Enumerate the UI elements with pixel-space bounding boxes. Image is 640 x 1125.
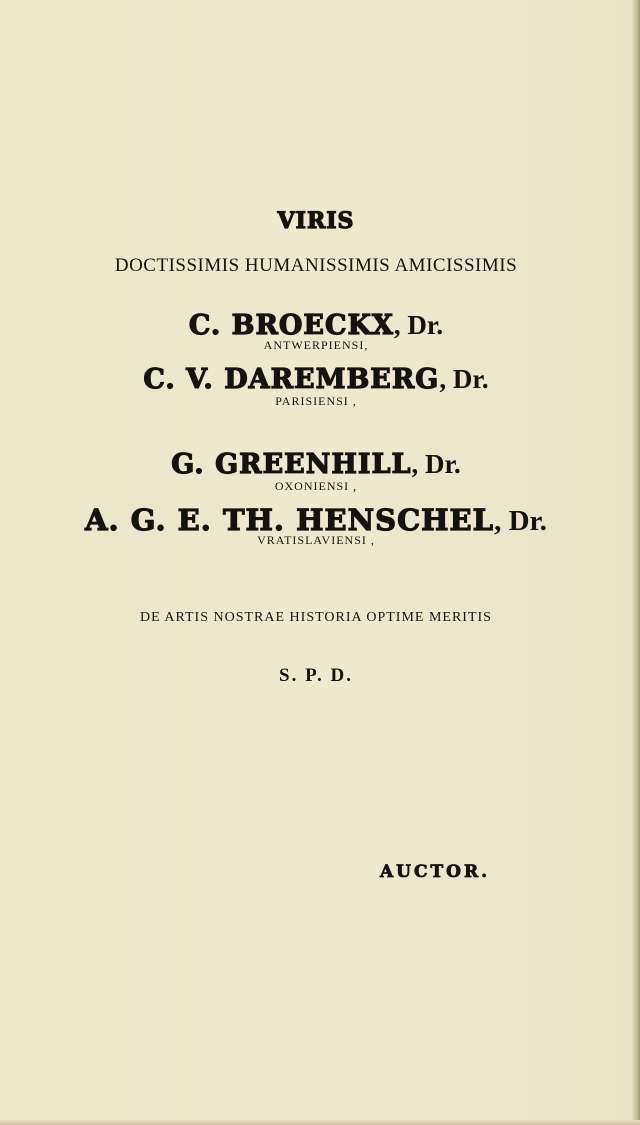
recipient-city: OXONIENSI ,	[274, 479, 358, 493]
signature: AUCTOR.	[379, 862, 490, 882]
recipient-name-line	[0, 449, 632, 480]
salutation: S. P. D.	[279, 665, 353, 686]
dedication-line: DOCTISSIMIS HUMANISSIMIS AMICISSIMIS	[114, 255, 518, 276]
tribute-line: DE ARTIS NOSTRAE HISTORIA OPTIME MERITIS	[140, 610, 492, 625]
recipient-name: G. GREENHILL	[171, 449, 412, 480]
recipient-name-line	[0, 310, 632, 341]
recipient-title: , Dr.	[393, 310, 444, 340]
recipient-title: , Dr.	[439, 364, 489, 394]
recipient-title: , Dr.	[411, 449, 461, 479]
recipient-name: C. V. DAREMBERG	[143, 364, 440, 395]
recipient-name-line	[0, 364, 632, 395]
recipient-city: PARISIENSI ,	[275, 394, 357, 408]
page-edge-bottom	[0, 1120, 640, 1125]
recipient-name: C. BROECKX	[188, 310, 394, 341]
recipient-city: ANTWERPIENSI,	[263, 338, 369, 352]
heading-viris: VIRIS	[277, 208, 355, 234]
recipient-name: A. G. E. TH. HENSCHEL	[85, 503, 495, 537]
recipient-city: VRATISLAVIENSI ,	[257, 533, 375, 547]
page-edge-right	[632, 0, 640, 1125]
recipient-title: , Dr.	[494, 505, 547, 537]
